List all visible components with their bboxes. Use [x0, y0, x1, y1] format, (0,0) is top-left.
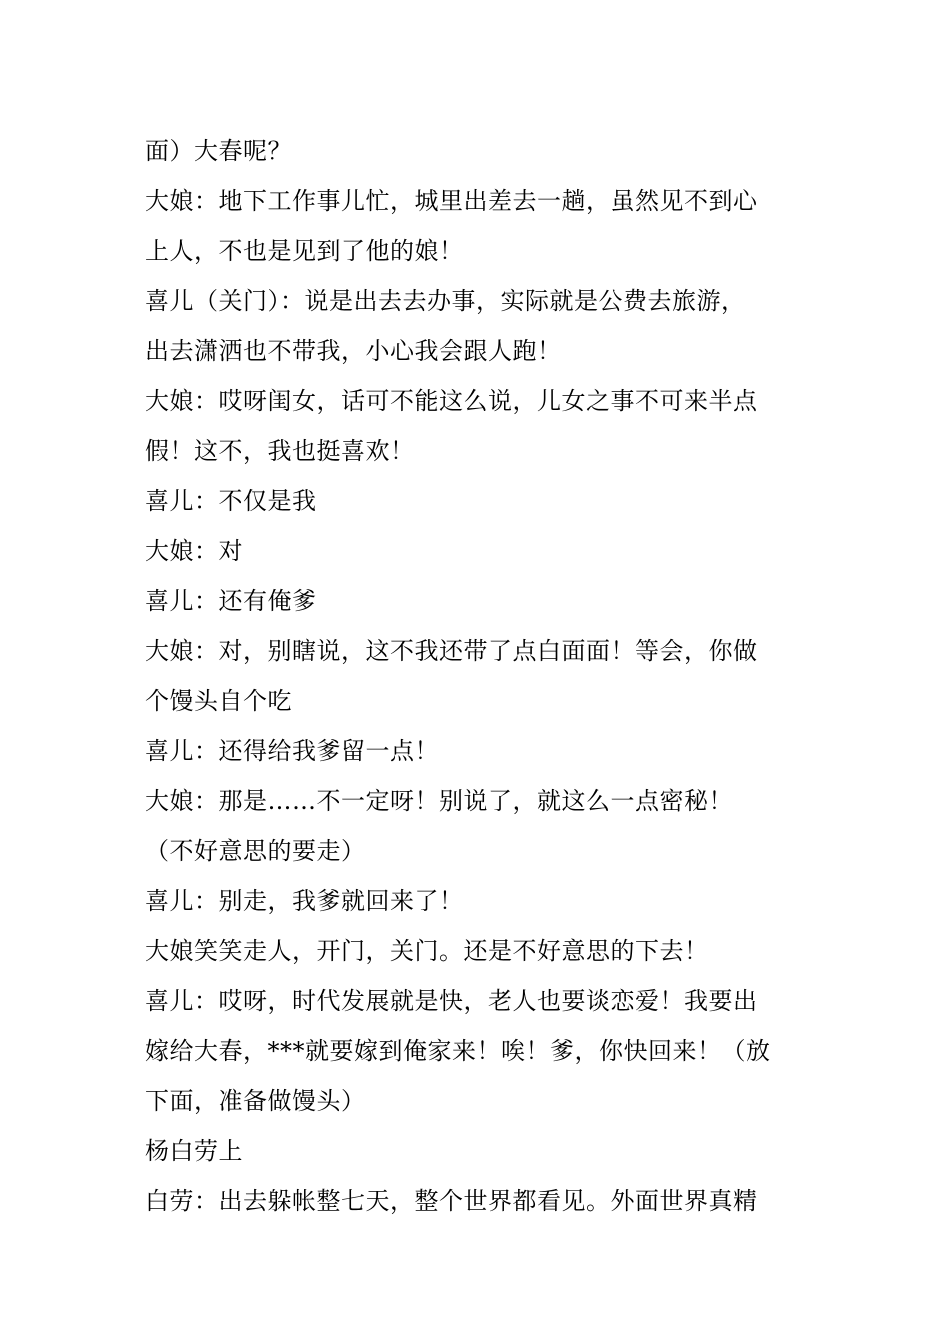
text-line: 喜儿：哎呀，时代发展就是快，老人也要谈恋爱！我要出: [145, 987, 758, 1015]
text-line: 喜儿（关门）：说是出去去办事，实际就是公费去旅游，: [145, 287, 746, 315]
text-line: 出去潇洒也不带我，小心我会跟人跑！: [145, 337, 562, 365]
text-line: 大娘：对，别瞎说，这不我还带了点白面面！等会，你做: [145, 637, 758, 665]
text-line: 白劳：出去躲帐整七天，整个世界都看见。外面世界真精: [145, 1187, 758, 1215]
text-line: 面）大春呢？: [145, 137, 292, 165]
script-text: [145, 126, 825, 1226]
text-line: 大娘：那是……不一定呀！别说了，就这么一点密秘！: [145, 787, 733, 815]
text-line: 大娘：地下工作事儿忙，城里出差去一趟，虽然见不到心: [145, 187, 758, 215]
text-line: 杨白劳上: [145, 1137, 243, 1165]
text-line: 下面，准备做馒头）: [145, 1087, 366, 1115]
text-line: 喜儿：还有俺爹: [145, 587, 317, 615]
text-line: 大娘：哎呀闺女，话可不能这么说，儿女之事不可来半点: [145, 387, 758, 415]
text-line: 喜儿：不仅是我: [145, 487, 317, 515]
text-line: 喜儿：还得给我爹留一点！: [145, 737, 439, 765]
text-line: 大娘：对: [145, 537, 243, 565]
text-line: 大娘笑笑走人，开门，关门。还是不好意思的下去！: [145, 937, 709, 965]
text-line: 喜儿：别走，我爹就回来了！: [145, 887, 464, 915]
text-line: 个馒头自个吃: [145, 687, 292, 715]
text-line: 上人，不也是见到了他的娘！: [145, 237, 464, 265]
text-line: 假！这不，我也挺喜欢！: [145, 437, 415, 465]
text-line: 嫁给大春，***就要嫁到俺家来！唉！爹，你快回来！（放: [145, 1037, 771, 1065]
text-line: （不好意思的要走）: [145, 837, 366, 865]
